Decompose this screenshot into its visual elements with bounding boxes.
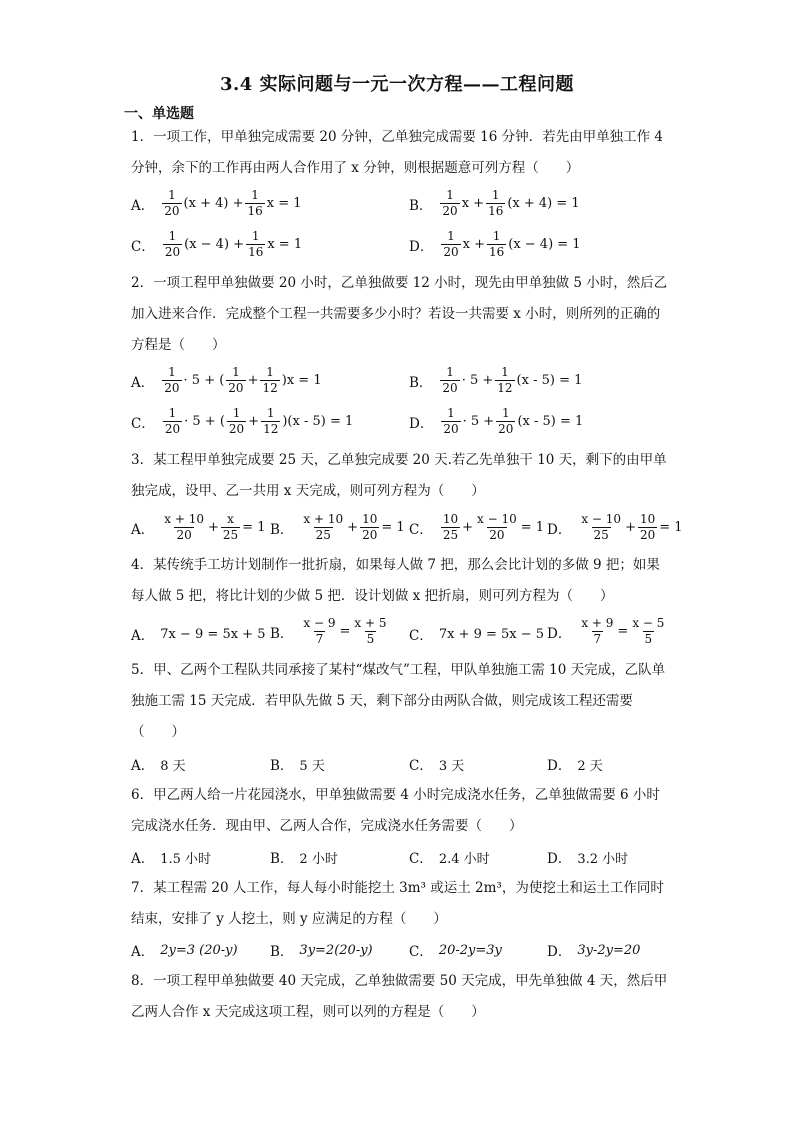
fraction: $\frac{1}{20}$: [443, 229, 459, 259]
fraction: $\frac{x - 10}{20}$: [477, 512, 517, 542]
fraction: $\frac{1}{20}$: [442, 365, 458, 395]
q5-option-a[interactable]: A． 8 天: [131, 758, 186, 774]
q6-option-d[interactable]: D． 3.2 小时: [547, 851, 629, 867]
fraction: $\frac{x}{25}$: [222, 512, 239, 542]
fraction: $\frac{1}{20}$: [164, 365, 180, 395]
q3-option-c[interactable]: C． $\frac{10}{25}$ + $\frac{x - 10}{20}$ = 1: [409, 512, 545, 542]
fraction: $\frac{1}{20}$: [164, 188, 180, 218]
fraction: $\frac{1}{16}$: [247, 188, 263, 218]
q1-option-c[interactable]: C． $\frac{1}{20}$ (x − 4) + $\frac{1}{16}$ x = 1: [131, 229, 303, 259]
question-6-text: 6．甲乙两人给一片花园浇水，甲单独做需要 4 小时完成浇水任务，乙单独做需要 6 小时完成浇水任务．现由甲、乙两人合作，完成浇水任务需要（ ）: [131, 787, 660, 834]
fraction: $\frac{10}{25}$: [442, 512, 459, 542]
q4-option-a[interactable]: A． 7x − 9 = 5x + 5: [131, 626, 266, 644]
question-2-text: 2．一项工程甲单独做要 20 小时，乙单独做要 12 小时，现先由甲单独做 5 小时，然后乙加入进来合作．完成整个工程一共需要多少小时？若设一共需要 x 小时，则所列的正确的方程是（ ）: [131, 275, 668, 353]
q7-option-b[interactable]: B． 3y=2(20-y): [270, 942, 373, 960]
q5-option-b[interactable]: B． 5 天: [270, 758, 325, 774]
fraction: $\frac{10}{20}$: [362, 512, 378, 542]
q3-option-b[interactable]: B． $\frac{x + 10}{25}$ + $\frac{10}{20}$ = 1: [270, 512, 405, 542]
q5-option-d[interactable]: D． 2 天: [547, 758, 603, 774]
fraction: $\frac{x + 5}{5}$: [354, 616, 387, 646]
fraction: $\frac{10}{20}$: [639, 512, 656, 542]
q1-option-a[interactable]: A． $\frac{1}{20}$ (x + 4) + $\frac{1}{16}$ x = 1: [131, 188, 302, 218]
fraction: $\frac{1}{12}$: [263, 406, 279, 436]
q7-option-a[interactable]: A． 2y=3 (20-y): [131, 942, 238, 960]
fraction: $\frac{x + 9}{7}$: [581, 616, 614, 646]
fraction: $\frac{1}{16}$: [248, 229, 264, 259]
fraction: $\frac{1}{16}$: [488, 188, 504, 218]
q2-option-d[interactable]: D． $\frac{1}{20}$ · 5 + $\frac{1}{20}$ (x - 5) = 1: [409, 406, 584, 436]
q5-option-c[interactable]: C． 3 天: [409, 758, 465, 774]
q1-option-d[interactable]: D． $\frac{1}{20}$ x + $\frac{1}{16}$ (x − 4) = 1: [409, 229, 581, 259]
fraction: $\frac{1}{20}$: [443, 406, 459, 436]
q2-option-a[interactable]: A． $\frac{1}{20}$ · 5 + ( $\frac{1}{20}$ + $\frac{1}{12}$ )x = 1: [131, 365, 322, 395]
fraction: $\frac{1}{20}$: [228, 365, 244, 395]
q7-option-d[interactable]: D． 3y-2y=20: [547, 942, 641, 960]
q6-option-b[interactable]: B． 2 小时: [270, 851, 338, 867]
fraction: $\frac{1}{20}$: [442, 188, 458, 218]
fraction: $\frac{1}{20}$: [228, 406, 245, 436]
q6-option-c[interactable]: C． 2.4 小时: [409, 851, 490, 867]
fraction: $\frac{x - 9}{7}$: [303, 616, 336, 646]
q3-option-d[interactable]: D． $\frac{x - 10}{25}$ + $\frac{10}{20}$ = 1: [547, 512, 683, 542]
q6-option-a[interactable]: A． 1.5 小时: [131, 851, 212, 867]
q4-option-d[interactable]: D． $\frac{x + 9}{7}$ = $\frac{x - 5}{5}$: [547, 616, 665, 646]
question-5-text: 5．甲、乙两个工程队共同承接了某村“煤改气”工程，甲队单独施工需 10 天完成，乙队单独施工需 15 天完成．若甲队先做 5 天，剩下部分由两队合做，则完成该工程还需要（ ）: [131, 662, 666, 740]
q4-option-b[interactable]: B． $\frac{x - 9}{7}$ = $\frac{x + 5}{5}$: [270, 616, 387, 646]
question-7-text: 7．某工程需 20 人工作，每人每小时能挖土 3m³ 或运土 2m³，为使挖土和运土工作同时结束，安排了 y 人挖土，则 y 应满足的方程（ ）: [131, 880, 664, 927]
fraction: $\frac{x + 10}{20}$: [164, 512, 204, 542]
fraction: $\frac{1}{16}$: [488, 229, 505, 259]
fraction: $\frac{x + 10}{25}$: [303, 512, 344, 542]
fraction: $\frac{x - 5}{5}$: [632, 616, 665, 646]
fraction: $\frac{1}{12}$: [262, 365, 278, 395]
q4-option-c[interactable]: C． 7x + 9 = 5x − 5: [409, 626, 545, 644]
q3-option-a[interactable]: A． $\frac{x + 10}{20}$ + $\frac{x}{25}$ = 1: [131, 512, 266, 542]
q1-option-b[interactable]: B． $\frac{1}{20}$ x + $\frac{1}{16}$ (x + 4) = 1: [409, 188, 580, 218]
q2-option-c[interactable]: C． $\frac{1}{20}$ · 5 + ( $\frac{1}{20}$ + $\frac{1}{12}$ )(x - 5) = 1: [131, 406, 354, 436]
section-heading: 一、单选题: [124, 106, 194, 122]
fraction: $\frac{1}{20}$: [498, 406, 514, 436]
page-title: 3.4 实际问题与一元一次方程——工程问题: [219, 74, 575, 95]
q7-option-c[interactable]: C． 20-2y=3y: [409, 942, 502, 960]
question-3-text: 3．某工程甲单独完成要 25 天，乙单独完成要 20 天.若乙先单独干 10 天，剩下的由甲单独完成，设甲、乙一共用 x 天完成，则可列方程为（ ）: [131, 452, 667, 499]
fraction: $\frac{1}{20}$: [164, 229, 181, 259]
question-8-text: 8．一项工程甲单独做要 40 天完成，乙单独做需要 50 天完成，甲先单独做 4 天，然后甲乙两人合作 x 天完成这项工程，则可以列的方程是（ ）: [131, 973, 668, 1020]
question-4-text: 4．某传统手工坊计划制作一批折扇，如果每人做 7 把，那么会比计划的多做 9 把；如果每人做 5 把，将比计划的少做 5 把．设计划做 x 把折扇，则可列方程为（ ）: [131, 557, 660, 604]
fraction: $\frac{1}{20}$: [164, 406, 181, 436]
question-1-text: 1．一项工作，甲单独完成需要 20 分钟，乙单独完成需要 16 分钟．若先由甲单独工作 4 分钟，余下的工作再由两人合作用了 x 分钟，则根据题意可列方程（ ）: [131, 129, 663, 176]
fraction: $\frac{x - 10}{25}$: [581, 512, 622, 542]
fraction: $\frac{1}{12}$: [497, 365, 513, 395]
q2-option-b[interactable]: B． $\frac{1}{20}$ · 5 + $\frac{1}{12}$ (x - 5) = 1: [409, 365, 583, 395]
